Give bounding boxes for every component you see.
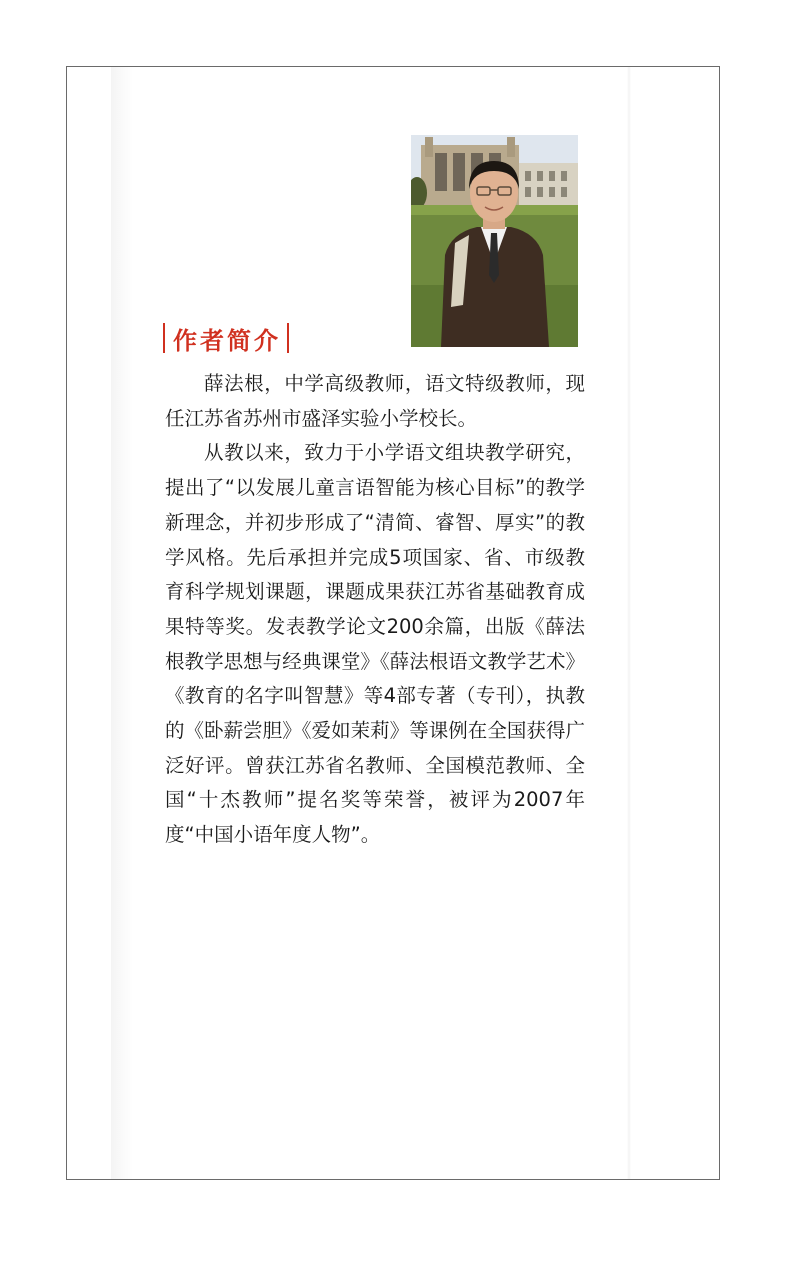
bio-paragraph-2: 从教以来，致力于小学语文组块教学研究，提出了“以发展儿童言语智能为核心目标”的教学新理念，并初步形成了“清简、睿智、厚实”的教学风格。先后承担并完成5项国家、省、市级教育科学规划课题，课题成果获江苏省基础教育成果特等奖。发表教学论文200余篇，出版《薛法根教学思想与经典课堂》《薛法根语文教学艺术》《教育的名字叫智慧》等4部专著（专刊），执教的《卧薪尝胆》《爱如茉莉》等课例在全国获得广泛好评。曾获江苏省名教师、全国模范教师、全国“十杰教师”提名奖等荣誉，被评为2007年度“中国小语年度人物”。 <box>165 441 585 847</box>
author-photo <box>411 135 578 347</box>
heading-text: 作者简介 <box>173 325 281 355</box>
page-frame <box>66 66 720 1180</box>
page-edge-shadow <box>627 67 631 1179</box>
section-heading <box>163 320 289 356</box>
heading-bar-right <box>287 323 289 353</box>
author-bio <box>165 367 585 853</box>
bio-paragraph-1: 薛法根，中学高级教师，语文特级教师，现任江苏省苏州市盛泽实验小学校长。 <box>165 372 585 430</box>
page-fold-shadow <box>111 67 133 1179</box>
